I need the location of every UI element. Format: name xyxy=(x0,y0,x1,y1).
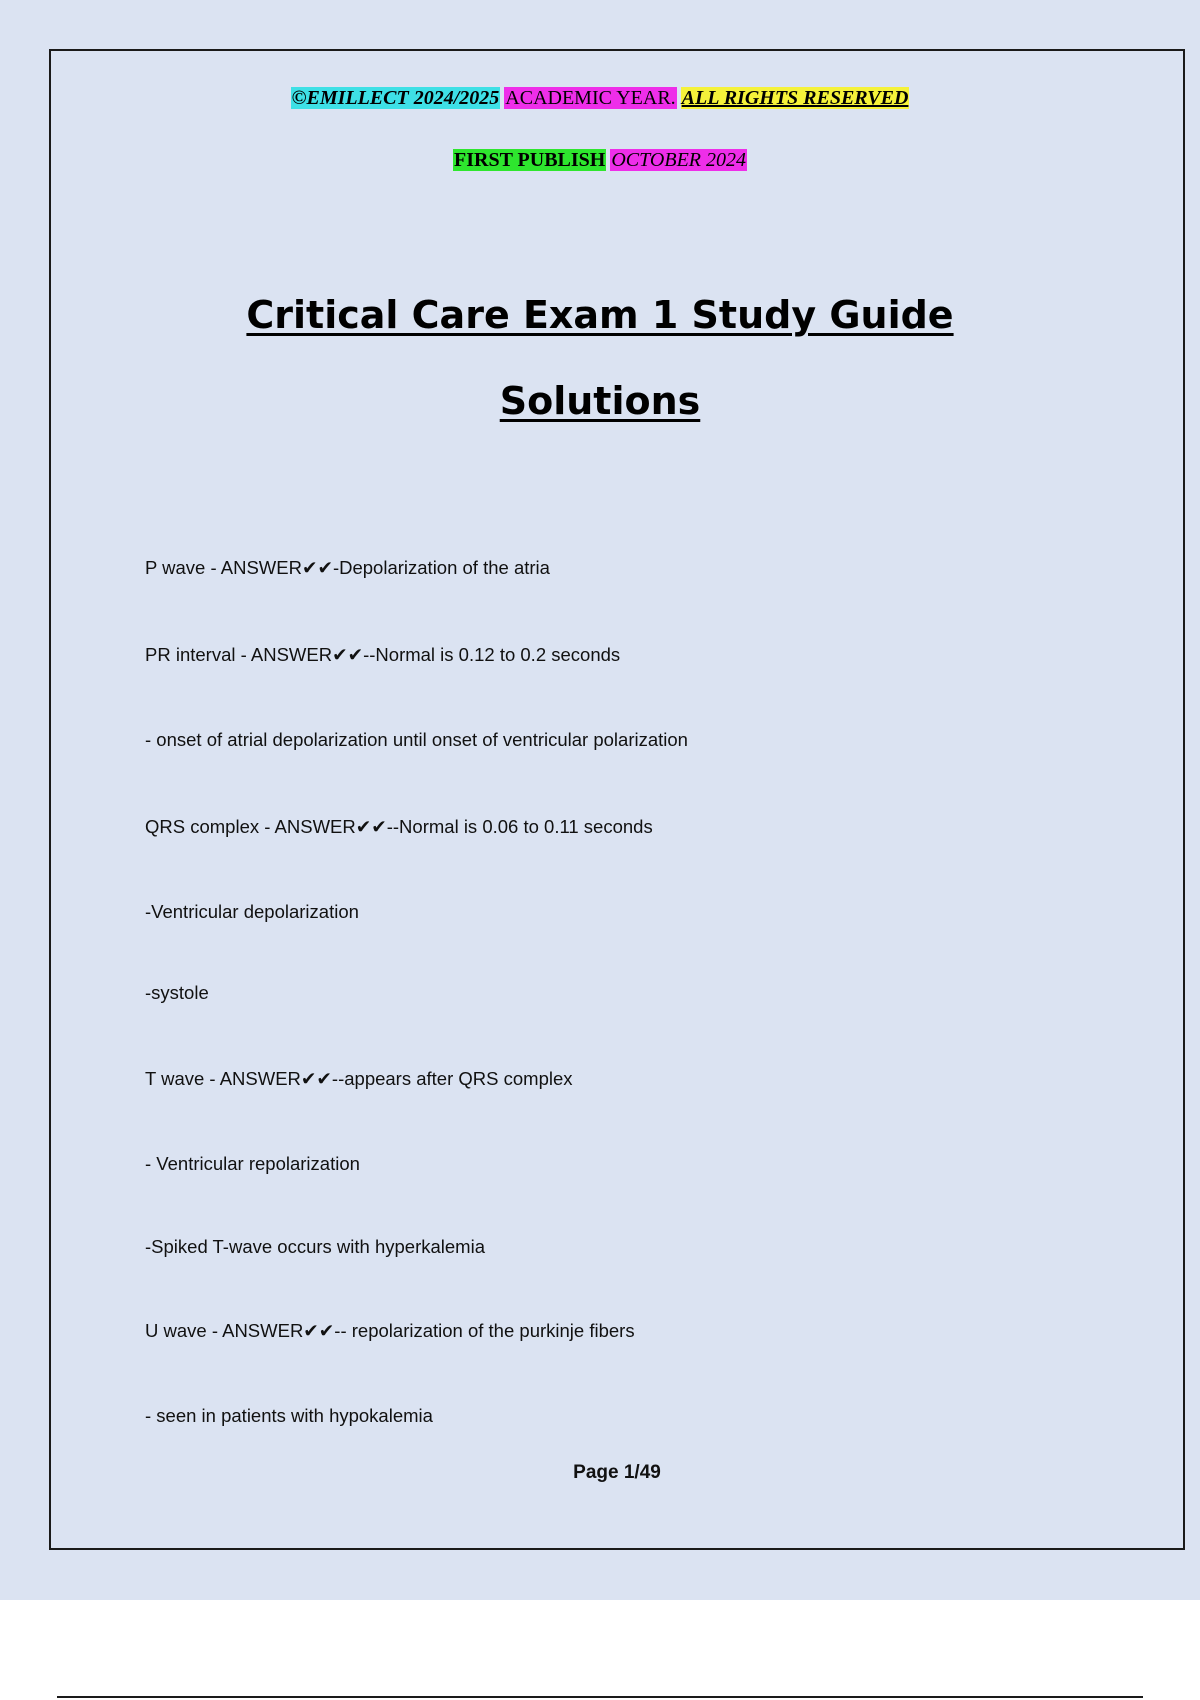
qa-line-t-detail-1: - Ventricular repolarization xyxy=(145,1153,360,1174)
first-publish-label: FIRST PUBLISH xyxy=(454,149,606,171)
academic-year-label: ACADEMIC YEAR. xyxy=(505,87,676,109)
rights-reserved-label: ALL RIGHTS RESERVED xyxy=(681,87,909,109)
document-title: Critical Care Exam 1 Study Guide xyxy=(246,293,954,337)
qa-line-t-detail-2: -Spiked T-wave occurs with hyperkalemia xyxy=(145,1236,485,1257)
copyright-header-line xyxy=(0,86,1200,110)
qa-line-pr-interval: PR interval - ANSWER✔✔--Normal is 0.12 to 0.2 seconds xyxy=(145,644,621,665)
page-number: Page 1/49 xyxy=(573,1462,661,1483)
qa-line-qrs-detail-2: -systole xyxy=(145,982,209,1003)
publish-header-line xyxy=(0,148,1200,172)
document-subtitle: Solutions xyxy=(499,379,701,423)
publish-date-label: OCTOBER 2024 xyxy=(611,149,746,171)
qa-line-p-wave: P wave - ANSWER✔✔-Depolarization of the atria xyxy=(145,557,550,578)
qa-line-qrs-detail-1: -Ventricular depolarization xyxy=(145,901,359,922)
qa-line-pr-detail: - onset of atrial depolarization until onset of ventricular polarization xyxy=(145,729,688,750)
qa-line-u-detail: - seen in patients with hypokalemia xyxy=(145,1405,433,1426)
next-page-top-rule xyxy=(57,1696,1143,1698)
qa-line-u-wave: U wave - ANSWER✔✔-- repolarization of the purkinje fibers xyxy=(145,1320,635,1341)
copyright-notice: ©EMILLECT 2024/2025 xyxy=(291,87,500,109)
qa-line-qrs-complex: QRS complex - ANSWER✔✔--Normal is 0.06 to 0.11 seconds xyxy=(145,816,653,837)
qa-line-t-wave: T wave - ANSWER✔✔--appears after QRS complex xyxy=(145,1068,573,1089)
